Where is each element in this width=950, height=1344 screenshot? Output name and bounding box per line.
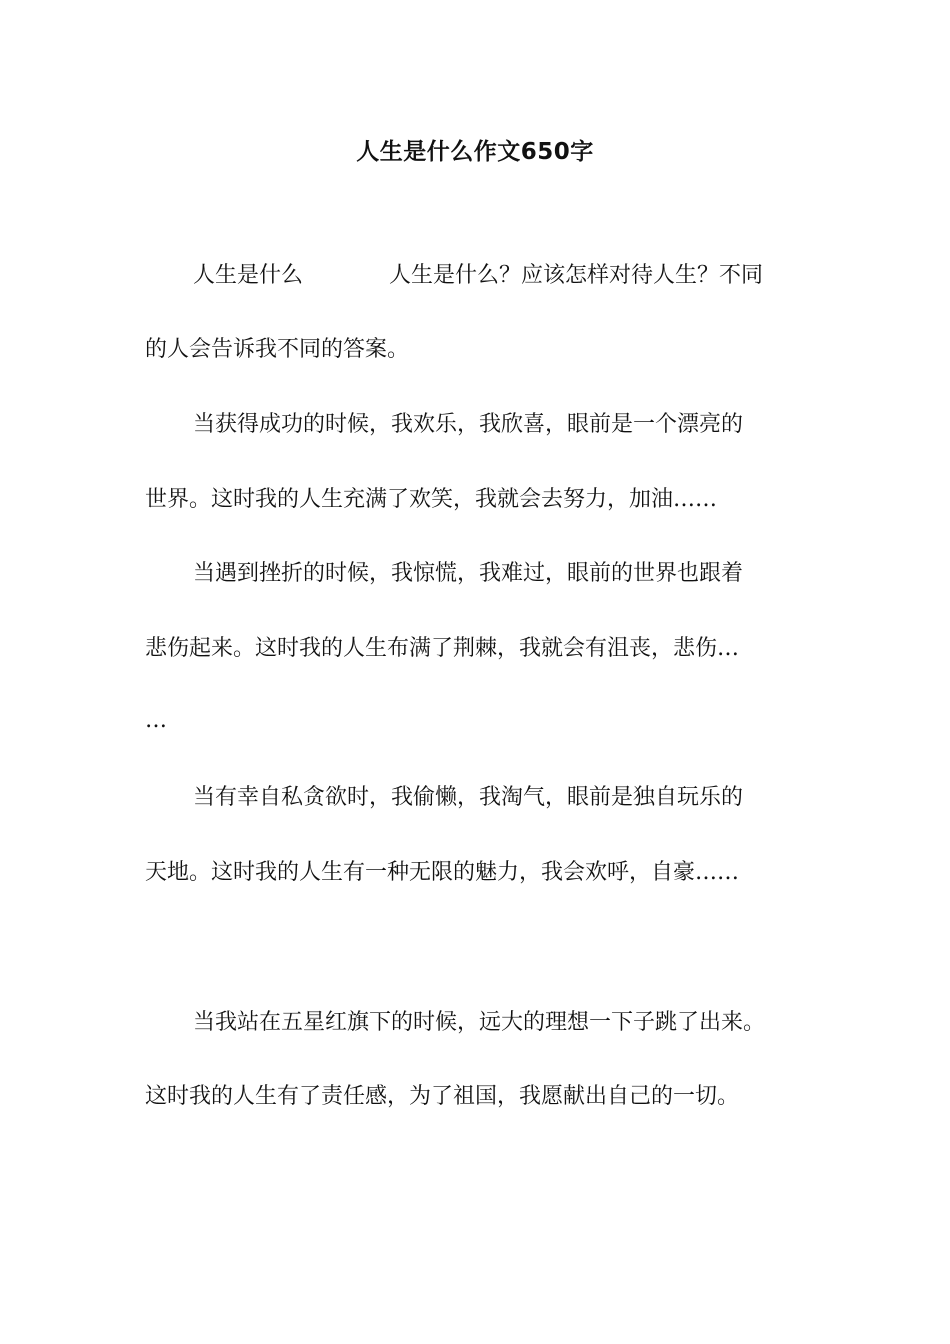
paragraph-3-line-2: 悲伤起来。这时我的人生布满了荆棘，我就会有沮丧，悲伤… xyxy=(145,636,740,661)
paragraph-5-line-2: 这时我的人生有了责任感，为了祖国，我愿献出自己的一切。 xyxy=(145,1084,740,1109)
document-title: 人生是什么作文650字 xyxy=(356,139,594,165)
paragraph-4-line-1: 当有幸自私贪欲时，我偷懒，我淘气，眼前是独自玩乐的 xyxy=(193,785,744,810)
paragraph-2-line-2: 世界。这时我的人生充满了欢笑，我就会去努力，加油…… xyxy=(145,487,718,512)
heading-phrase: 人生是什么 xyxy=(193,263,304,288)
paragraph-5-line-1: 当我站在五星红旗下的时候，远大的理想一下子跳了出来。 xyxy=(193,1010,766,1035)
paragraph-3-line-1: 当遇到挫折的时候，我惊慌，我难过，眼前的世界也跟着 xyxy=(193,561,744,586)
paragraph-4-line-2: 天地。这时我的人生有一种无限的魅力，我会欢呼，自豪…… xyxy=(145,860,740,885)
paragraph-1-line-2: 的人会告诉我不同的答案。 xyxy=(145,337,410,362)
paragraph-1-line-1 xyxy=(193,261,763,291)
question-text: 人生是什么？应该怎样对待人生？不同 xyxy=(389,263,764,288)
paragraph-3-line-3: … xyxy=(145,708,167,733)
paragraph-2-line-1: 当获得成功的时候，我欢乐，我欣喜，眼前是一个漂亮的 xyxy=(193,412,744,437)
